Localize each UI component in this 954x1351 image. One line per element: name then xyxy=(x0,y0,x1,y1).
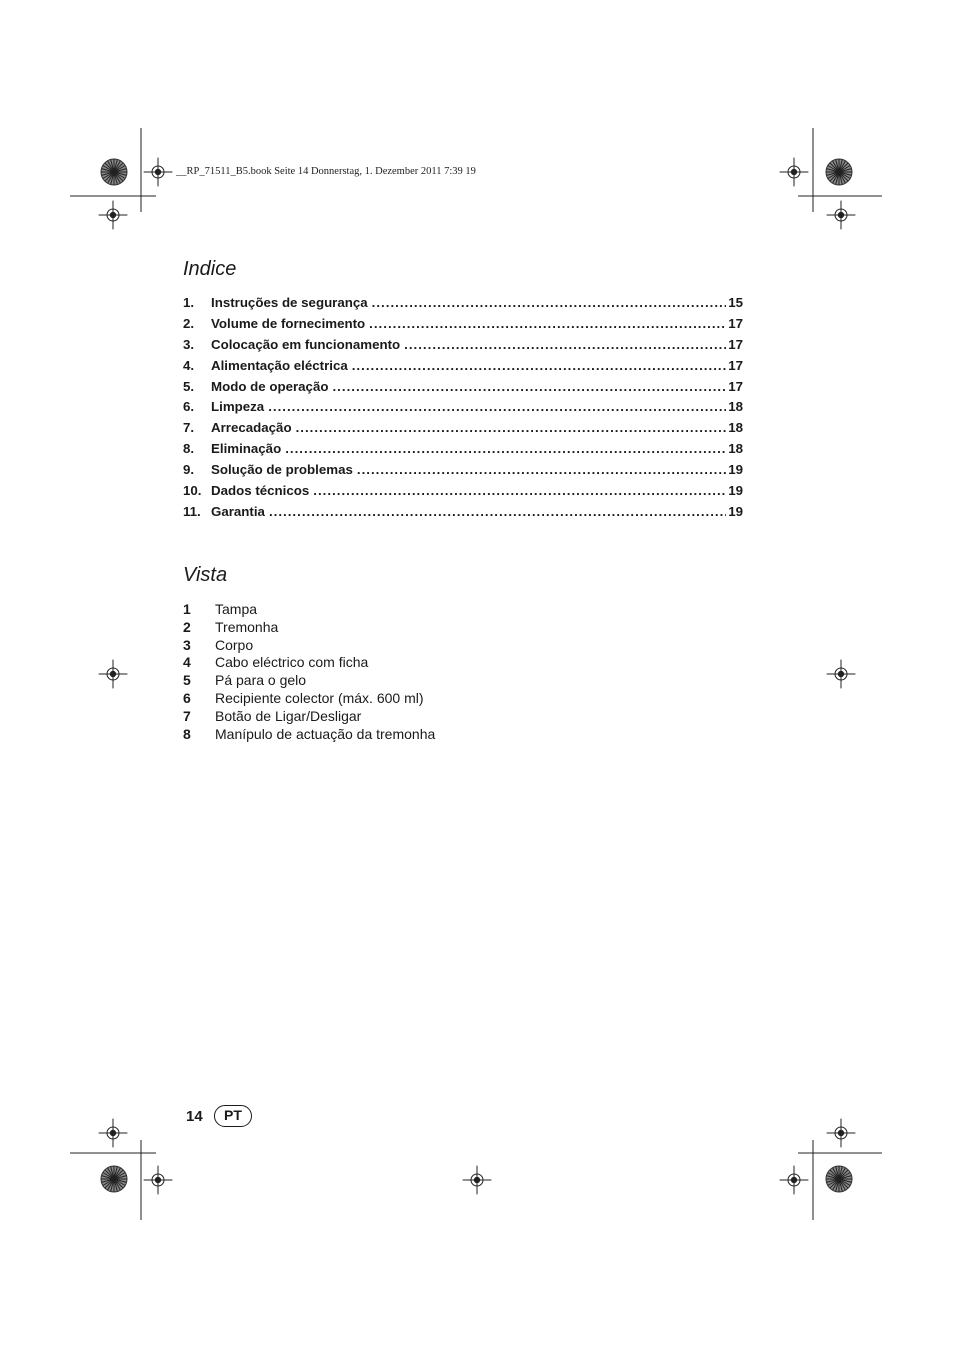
toc-entry[interactable]: 1. Instruções de segurança ..... 15 xyxy=(183,295,743,316)
toc-entry[interactable]: 9. Solução de problemas ..... 19 xyxy=(183,462,743,483)
toc-entry[interactable]: 2. Volume de fornecimento ..... 17 xyxy=(183,316,743,337)
toc-leader xyxy=(332,379,726,394)
toc-entry[interactable]: 6. Limpeza ..... 18 xyxy=(183,399,743,420)
table-of-contents xyxy=(183,295,743,525)
toc-leader xyxy=(404,337,726,352)
toc-entry[interactable]: 11. Garantia ..... 19 xyxy=(183,504,743,525)
list-item: 4 Cabo eléctrico com ficha xyxy=(183,654,369,671)
list-item: 5 Pá para o gelo xyxy=(183,672,307,689)
toc-entry[interactable]: 4. Alimentação eléctrica ..... 17 xyxy=(183,358,743,379)
page-number: 14 xyxy=(186,1108,203,1125)
toc-leader xyxy=(285,441,726,456)
indice-title: Indice xyxy=(183,258,237,280)
list-item: 8 Manípulo de actuação da tremonha xyxy=(183,725,436,742)
toc-entry[interactable]: 3. Colocação em funcionamento ..... 17 xyxy=(183,337,743,358)
parts-list xyxy=(183,601,583,743)
toc-leader xyxy=(268,399,726,414)
list-item: 1 Tampa xyxy=(183,601,258,617)
toc-leader xyxy=(357,462,726,477)
vista-title: Vista xyxy=(183,564,228,586)
toc-entry[interactable]: 5. Modo de operação ..... 17 xyxy=(183,379,743,400)
toc-entry[interactable]: 10. Dados técnicos ..... 19 xyxy=(183,483,743,504)
toc-entry[interactable]: 8. Eliminação ..... 18 xyxy=(183,441,743,462)
toc-leader xyxy=(269,504,726,519)
toc-leader xyxy=(313,483,726,498)
language-badge: PT xyxy=(214,1105,252,1127)
list-item: 6 Recipiente colector (máx. 600 ml) xyxy=(183,689,424,706)
toc-entry[interactable]: 7. Arrecadação ..... 18 xyxy=(183,420,743,441)
list-item: 2 Tremonha xyxy=(183,618,279,635)
toc-leader xyxy=(369,316,726,331)
toc-leader xyxy=(352,358,726,373)
list-item: 7 Botão de Ligar/Desligar xyxy=(183,707,362,724)
file-info-header: __RP_71511_B5.book Seite 14 Donnerstag, 1. Dezember 2011 7:39 19 xyxy=(176,166,476,177)
toc-leader xyxy=(296,420,727,435)
list-item: 3 Corpo xyxy=(183,636,254,653)
toc-leader xyxy=(372,295,727,310)
